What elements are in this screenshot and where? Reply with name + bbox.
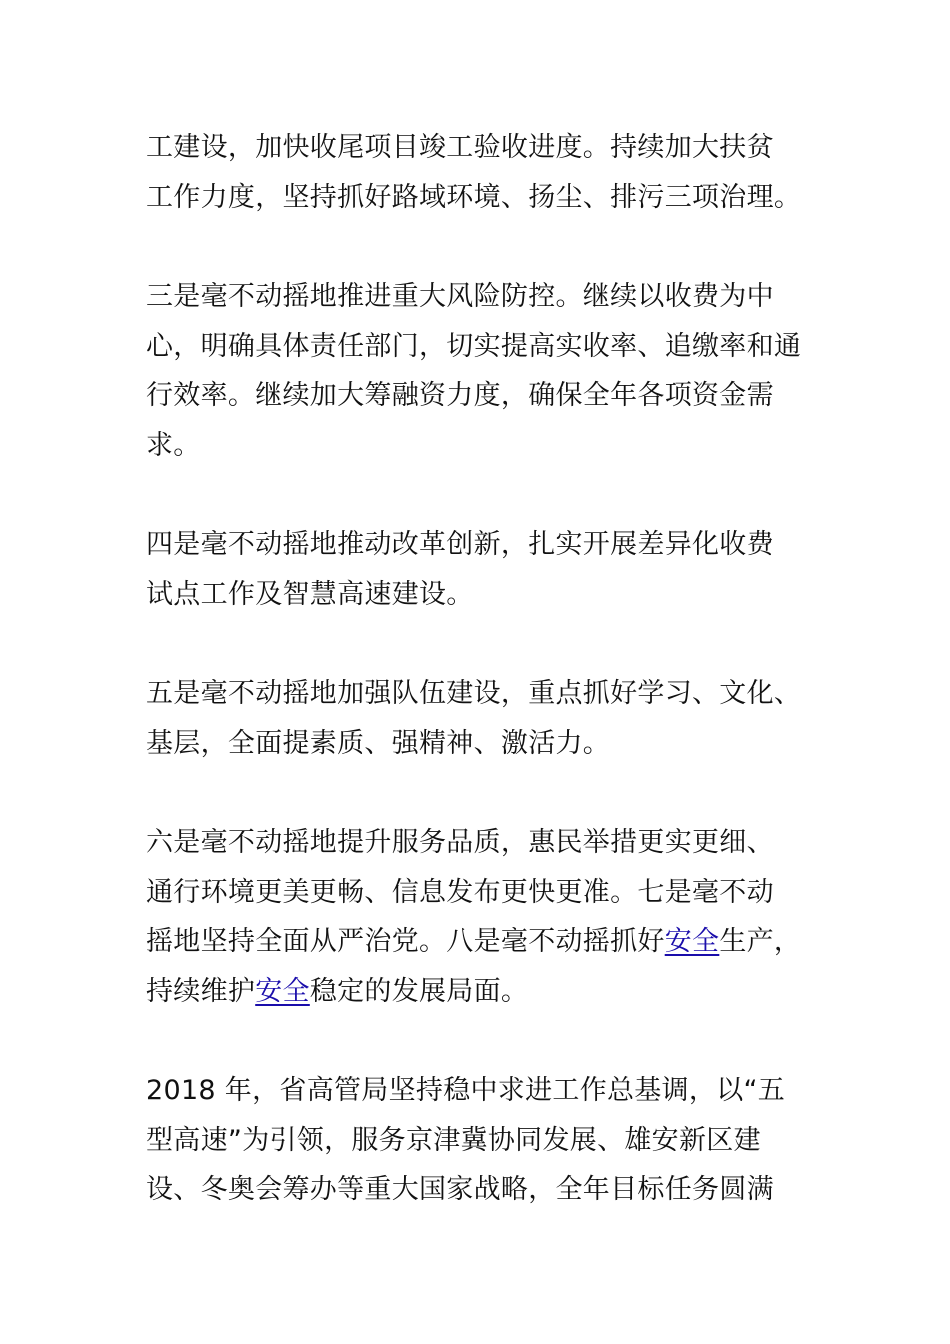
text-line bbox=[146, 371, 826, 421]
text-segment: 生产， bbox=[719, 926, 802, 957]
text-line bbox=[146, 818, 826, 868]
document-body bbox=[146, 123, 826, 1265]
text-line bbox=[146, 669, 826, 719]
paragraph bbox=[146, 520, 826, 619]
text-segment: 行效率。继续加大筹融资力度，确保全年各项资金需 bbox=[146, 380, 774, 411]
text-line bbox=[146, 520, 826, 570]
text-segment: 通行环境更美更畅、信息发布更快更准。七是毫不动 bbox=[146, 876, 774, 908]
text-line bbox=[146, 967, 826, 1017]
text-segment: 求。 bbox=[146, 429, 201, 461]
text-line bbox=[146, 322, 826, 372]
text-line bbox=[146, 1116, 826, 1166]
text-segment: 稳定的发展局面。 bbox=[309, 975, 529, 1007]
text-segment: 四是毫不动摇地推动改革创新，扎实开展差异化收费 bbox=[146, 529, 774, 560]
text-segment: 设、冬奥会筹办等重大国家战略，全年目标任务圆满 bbox=[146, 1174, 774, 1205]
text-segment: 工建设，加快收尾项目竣工验收进度。持续加大扶贫 bbox=[146, 132, 774, 163]
text-segment: 摇地坚持全面从严治党。八是毫不动摇抓好 bbox=[146, 926, 665, 957]
paragraph bbox=[146, 272, 826, 470]
text-segment: 五是毫不动摇地加强队伍建设，重点抓好学习、文化、 bbox=[146, 678, 802, 709]
text-segment: 持续维护 bbox=[146, 975, 256, 1007]
text-line bbox=[146, 719, 826, 769]
text-line bbox=[146, 123, 826, 173]
text-line bbox=[146, 1165, 826, 1215]
paragraph bbox=[146, 818, 826, 1016]
text-segment: 2018 年，省高管局坚持稳中求进工作总基调，以“五 bbox=[146, 1075, 786, 1106]
text-segment: 三是毫不动摇地推进重大风险防控。继续以收费为中 bbox=[146, 281, 774, 312]
paragraph bbox=[146, 1066, 826, 1215]
text-segment: 心，明确具体责任部门，切实提高实收率、追缴率和通 bbox=[146, 330, 802, 362]
text-line bbox=[146, 272, 826, 322]
text-line bbox=[146, 570, 826, 620]
text-segment: 工作力度，坚持抓好路域环境、扬尘、排污三项治理。 bbox=[146, 181, 802, 213]
text-line bbox=[146, 421, 826, 471]
text-segment: 试点工作及智慧高速建设。 bbox=[146, 578, 474, 610]
safety-link[interactable]: 安全 bbox=[664, 926, 720, 957]
text-line bbox=[146, 868, 826, 918]
text-segment: 六是毫不动摇地提升服务品质，惠民举措更实更细、 bbox=[146, 827, 774, 858]
text-line bbox=[146, 917, 826, 967]
text-segment: 基层，全面提素质、强精神、激活力。 bbox=[146, 727, 611, 759]
paragraph bbox=[146, 123, 826, 222]
text-line bbox=[146, 1066, 826, 1116]
text-segment: 型高速”为引领，服务京津冀协同发展、雄安新区建 bbox=[146, 1124, 761, 1156]
text-line bbox=[146, 173, 826, 223]
safety-link[interactable]: 安全 bbox=[255, 975, 310, 1007]
paragraph bbox=[146, 669, 826, 768]
